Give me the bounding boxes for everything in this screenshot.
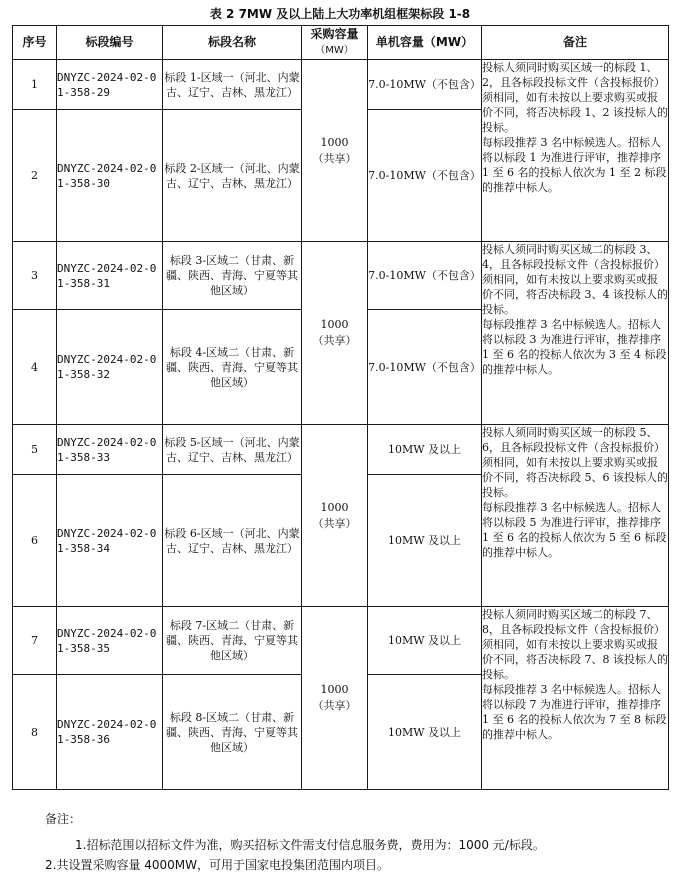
footnote-item-1: 1.招标范围以招标文件为准，购买招标文件需支付信息服务费，费用为：1000 元/标段。 [75,838,545,852]
remark-recommend-rule: 每标段推荐 3 名中标候选人。招标人将以标段 3 为准进行评审，推荐排序 1 至 6 名的投标人依次为 3 至 4 标段的推荐中标人。 [482,318,667,376]
remark-recommend-rule: 每标段推荐 3 名中标候选人。招标人将以标段 5 为准进行评审，推荐排序 1 至 6 名的投标人依次为 5 至 6 标段的推荐中标人。 [482,501,667,559]
name-cell: 标段 3-区域二（甘肃、新疆、陕西、青海、宁夏等其他区域） [163,242,302,310]
seq-cell: 4 [13,310,57,425]
code-cell: DNYZC-2024-02-01-358-36 [57,675,163,790]
name-cell: 标段 8-区域二（甘肃、新疆、陕西、青海、宁夏等其他区域） [163,675,302,790]
remark-recommend-rule: 每标段推荐 3 名中标候选人。招标人将以标段 1 为准进行评审，推荐排序 1 至 6 名的投标人依次为 1 至 2 标段的推荐中标人。 [482,136,667,194]
name-cell: 标段 4-区域二（甘肃、新疆、陕西、青海、宁夏等其他区域） [163,310,302,425]
seq-cell: 5 [13,425,57,475]
footnotes-heading: 备注： [45,812,82,826]
qty-cell [302,425,368,607]
table-row [13,60,669,110]
code-cell: DNYZC-2024-02-01-358-29 [57,60,163,110]
header-unit-capacity: 单机容量（MW） [368,26,482,60]
seq-cell: 3 [13,242,57,310]
name-cell: 标段 5-区域一（河北、内蒙古、辽宁、吉林、黑龙江） [163,425,302,475]
header-qty [302,26,368,60]
name-cell: 标段 6-区域一（河北、内蒙古、辽宁、吉林、黑龙江） [163,475,302,607]
code-cell: DNYZC-2024-02-01-358-33 [57,425,163,475]
remark-purchase-rule: 投标人须同时购买区域二的标段 7、8，且各标段投标文件（含投标报价）须相同，如有未按以上要求购买或报价不同，将否决标段 7、8 该投标人的投标。 [482,608,668,681]
header-remark: 备注 [482,26,669,60]
header-code: 标段编号 [57,26,163,60]
qty-value: 1000 [320,318,349,331]
qty-cell [302,60,368,242]
code-cell: DNYZC-2024-02-01-358-32 [57,310,163,425]
qty-value: 1000 [320,500,349,514]
qty-share: （共享） [312,151,357,165]
name-cell: 标段 7-区域二（甘肃、新疆、陕西、青海、宁夏等其他区域） [163,607,302,675]
footnote-item-2: 2.共设置采购容量 4000MW，可用于国家电投集团范围内项目。 [45,858,390,872]
unit-capacity-cell: 7.0-10MW（不包含） [368,242,482,310]
code-cell: DNYZC-2024-02-01-358-34 [57,475,163,607]
seq-cell: 7 [13,607,57,675]
remark-recommend-rule: 每标段推荐 3 名中标候选人。招标人将以标段 7 为准进行评审，推荐排序 1 至 6 名的投标人依次为 7 至 8 标段的推荐中标人。 [482,683,667,741]
remark-purchase-rule: 投标人须同时购买区域一的标段 1、2，且各标段投标文件（含投标报价）须相同，如有未按以上要求购买或报价不同，将否决标段 1、2 该投标人的投标。 [482,61,668,134]
seq-cell: 1 [13,60,57,110]
qty-share: （共享） [312,516,357,530]
remark-cell [482,607,669,790]
header-name: 标段名称 [163,26,302,60]
table-title: 表 2 7MW 及以上陆上大功率机组框架标段 1-8 [209,7,471,21]
qty-share: （共享） [312,334,357,347]
remark-purchase-rule: 投标人须同时购买区域二的标段 3、4，且各标段投标文件（含投标报价）须相同，如有未按以上要求购买或报价不同，将否决标段 3、4 该投标人的投标。 [482,243,668,316]
seq-cell: 8 [13,675,57,790]
table-row [13,242,669,310]
qty-share: （共享） [312,699,357,712]
header-qty-unit: （MW） [315,45,354,56]
code-cell: DNYZC-2024-02-01-358-35 [57,607,163,675]
qty-cell [302,242,368,425]
header-seq: 序号 [13,26,57,60]
bid-section-table [12,25,669,790]
table-row [13,425,669,475]
qty-cell [302,607,368,790]
seq-cell: 2 [13,110,57,242]
code-cell: DNYZC-2024-02-01-358-31 [57,242,163,310]
unit-capacity-cell: 10MW 及以上 [368,607,482,675]
qty-value: 1000 [320,683,349,696]
name-cell: 标段 1-区域一（河北、内蒙古、辽宁、吉林、黑龙江） [163,60,302,110]
remark-purchase-rule: 投标人须同时购买区域一的标段 5、6，且各标段投标文件（含投标报价）须相同，如有未按以上要求购买或报价不同，将否决标段 5、6 该投标人的投标。 [482,426,668,499]
unit-capacity-cell: 10MW 及以上 [368,675,482,790]
seq-cell: 6 [13,475,57,607]
unit-capacity-cell: 10MW 及以上 [368,475,482,607]
qty-value: 1000 [320,135,349,149]
remark-cell [482,242,669,425]
unit-capacity-cell: 7.0-10MW（不包含） [368,110,482,242]
header-qty-label: 采购容量 [310,27,359,41]
remark-cell [482,60,669,242]
remark-cell [482,425,669,607]
code-cell: DNYZC-2024-02-01-358-30 [57,110,163,242]
name-cell: 标段 2-区域一（河北、内蒙古、辽宁、吉林、黑龙江） [163,110,302,242]
table-header-row [13,26,669,60]
unit-capacity-cell: 7.0-10MW（不包含） [368,310,482,425]
unit-capacity-cell: 7.0-10MW（不包含） [368,60,482,110]
unit-capacity-cell: 10MW 及以上 [368,425,482,475]
table-row [13,607,669,675]
